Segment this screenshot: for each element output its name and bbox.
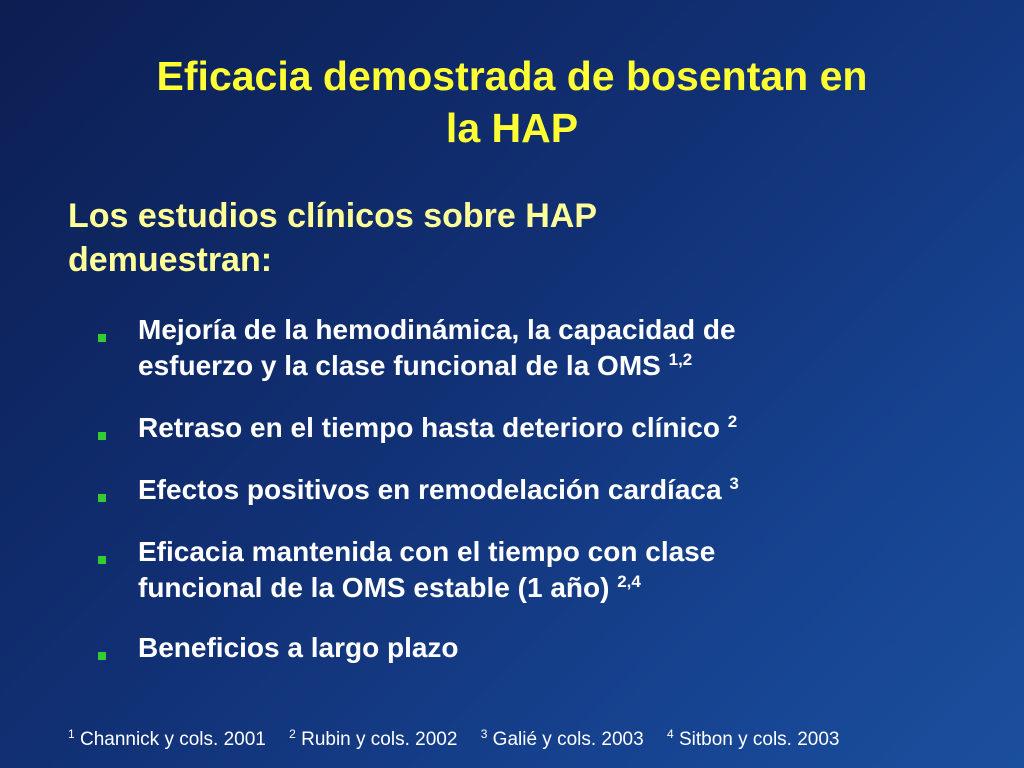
bullet-text: funcional de la OMS estable (1 año) [138, 572, 618, 603]
slide-title [0, 50, 1024, 154]
footnote [667, 729, 840, 750]
footnote [289, 729, 457, 750]
reference-superscript: 2 [727, 412, 738, 431]
footnote [68, 729, 266, 750]
bullet-item [96, 472, 976, 508]
footnote-number: 2 [289, 727, 296, 741]
reference-superscript: 2,4 [617, 572, 641, 591]
footnote-text: Sitbon y cols. 2003 [673, 729, 840, 750]
reference-superscript: 3 [729, 474, 739, 493]
footnote-text: Galié y cols. 2003 [487, 729, 644, 750]
footnote-text: Rubin y cols. 2002 [295, 729, 458, 750]
footnote-text: Channick y cols. 2001 [74, 729, 266, 750]
bullet-item [96, 534, 976, 606]
footnote [481, 729, 644, 750]
slide-subtitle [68, 194, 968, 282]
square-bullet-icon [98, 494, 106, 502]
reference-superscript: 1,2 [668, 350, 693, 369]
footnote-number: 4 [666, 727, 674, 741]
square-bullet-icon [98, 556, 106, 564]
bullet-item [96, 312, 976, 384]
footnote-number: 1 [68, 727, 75, 741]
bullet-text: Eficacia mantenida con el tiempo con clase [138, 536, 716, 567]
bullet-text: Retraso en el tiempo hasta deterioro clínico [138, 412, 728, 443]
square-bullet-icon [98, 334, 106, 342]
square-bullet-icon [98, 652, 106, 660]
footnotes [68, 728, 1008, 752]
bullet-list [96, 312, 976, 666]
bullet-item [96, 630, 976, 666]
bullet-text: Efectos positivos en remodelación cardíaca [138, 474, 730, 505]
bullet-text: Beneficios a largo plazo [138, 632, 459, 663]
slide-title-line2: la HAP [445, 105, 579, 151]
slide-title-line1: Eficacia demostrada de bosentan en [156, 53, 868, 99]
square-bullet-icon [98, 432, 106, 440]
slide-subtitle-line2: demuestran: [68, 241, 273, 279]
slide-subtitle-line1: Los estudios clínicos sobre HAP [68, 197, 598, 235]
bullet-text: Mejoría de la hemodinámica, la capacidad de [138, 314, 736, 345]
bullet-item [96, 410, 976, 446]
footnote-number: 3 [480, 727, 488, 741]
bullet-text: esfuerzo y la clase funcional de la OMS [138, 350, 669, 381]
